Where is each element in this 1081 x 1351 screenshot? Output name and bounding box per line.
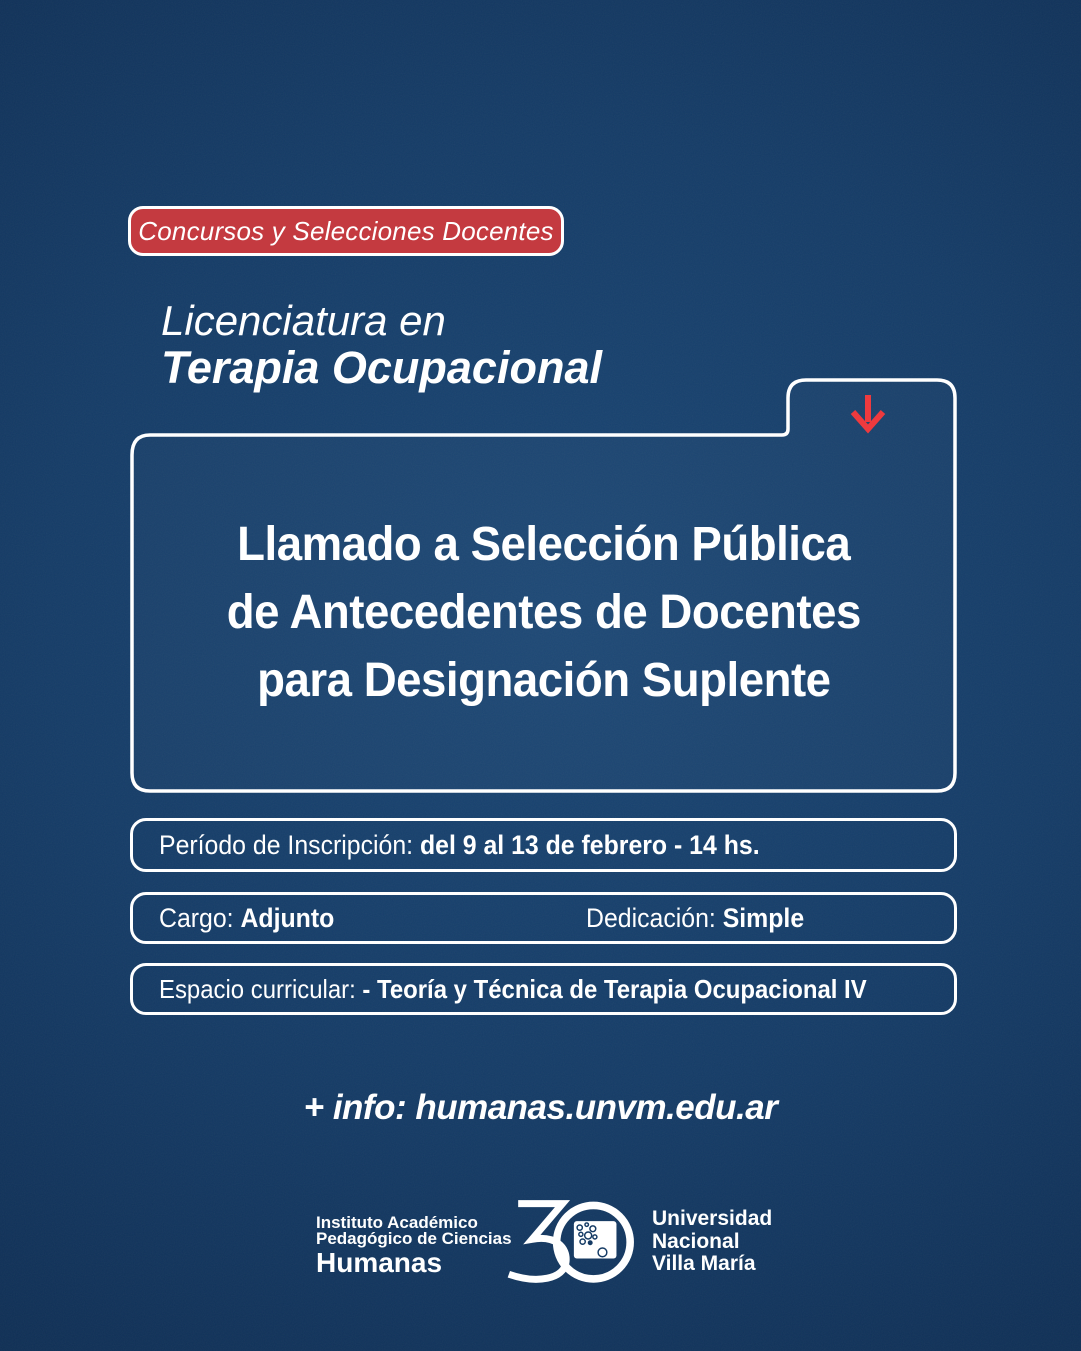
position-bar <box>130 892 957 944</box>
announcement-line1: Llamado a Selección Pública <box>236 518 851 571</box>
program-title-line2: Terapia Ocupacional <box>161 342 602 393</box>
institute-line1: Instituto Académico <box>316 1213 478 1232</box>
institute-line2: Pedagógico de Ciencias <box>316 1229 512 1248</box>
inscription-label: Período de Inscripción: <box>159 829 420 860</box>
institute-line3: Humanas <box>316 1247 443 1278</box>
more-info-url: + info: humanas.unvm.edu.ar <box>303 1088 778 1127</box>
program-title-line1: Licenciatura en <box>161 297 446 344</box>
category-badge-label: Concursos y Selecciones Docentes <box>138 215 554 246</box>
announcement-heading <box>130 433 957 793</box>
inscription-value: del 9 al 13 de febrero - 14 hs. <box>419 829 760 860</box>
category-badge <box>128 206 564 256</box>
university-name <box>652 1208 772 1276</box>
university-line3: Villa María <box>652 1252 756 1275</box>
announcement-line2: de Antecedentes de Docentes <box>226 586 861 639</box>
announcement-line3: para Designación Suplente <box>256 654 831 707</box>
dedicacion-value: Simple <box>722 902 805 933</box>
inscription-period-bar <box>130 818 957 872</box>
university-line1: Universidad <box>652 1207 773 1230</box>
footer <box>0 1185 1081 1305</box>
espacio-label: Espacio curricular: <box>159 973 363 1004</box>
program-title <box>161 297 602 391</box>
espacio-value: - Teoría y Técnica de Terapia Ocupacional IV <box>362 973 867 1004</box>
cargo-label: Cargo: <box>159 902 241 933</box>
anniversary-30-logo-icon <box>503 1192 643 1297</box>
university-line2: Nacional <box>652 1229 740 1253</box>
dedicacion-label: Dedicación: <box>586 902 723 933</box>
curricular-space-bar <box>130 963 957 1015</box>
institute-name <box>316 1215 512 1276</box>
cargo-value: Adjunto <box>240 902 335 933</box>
